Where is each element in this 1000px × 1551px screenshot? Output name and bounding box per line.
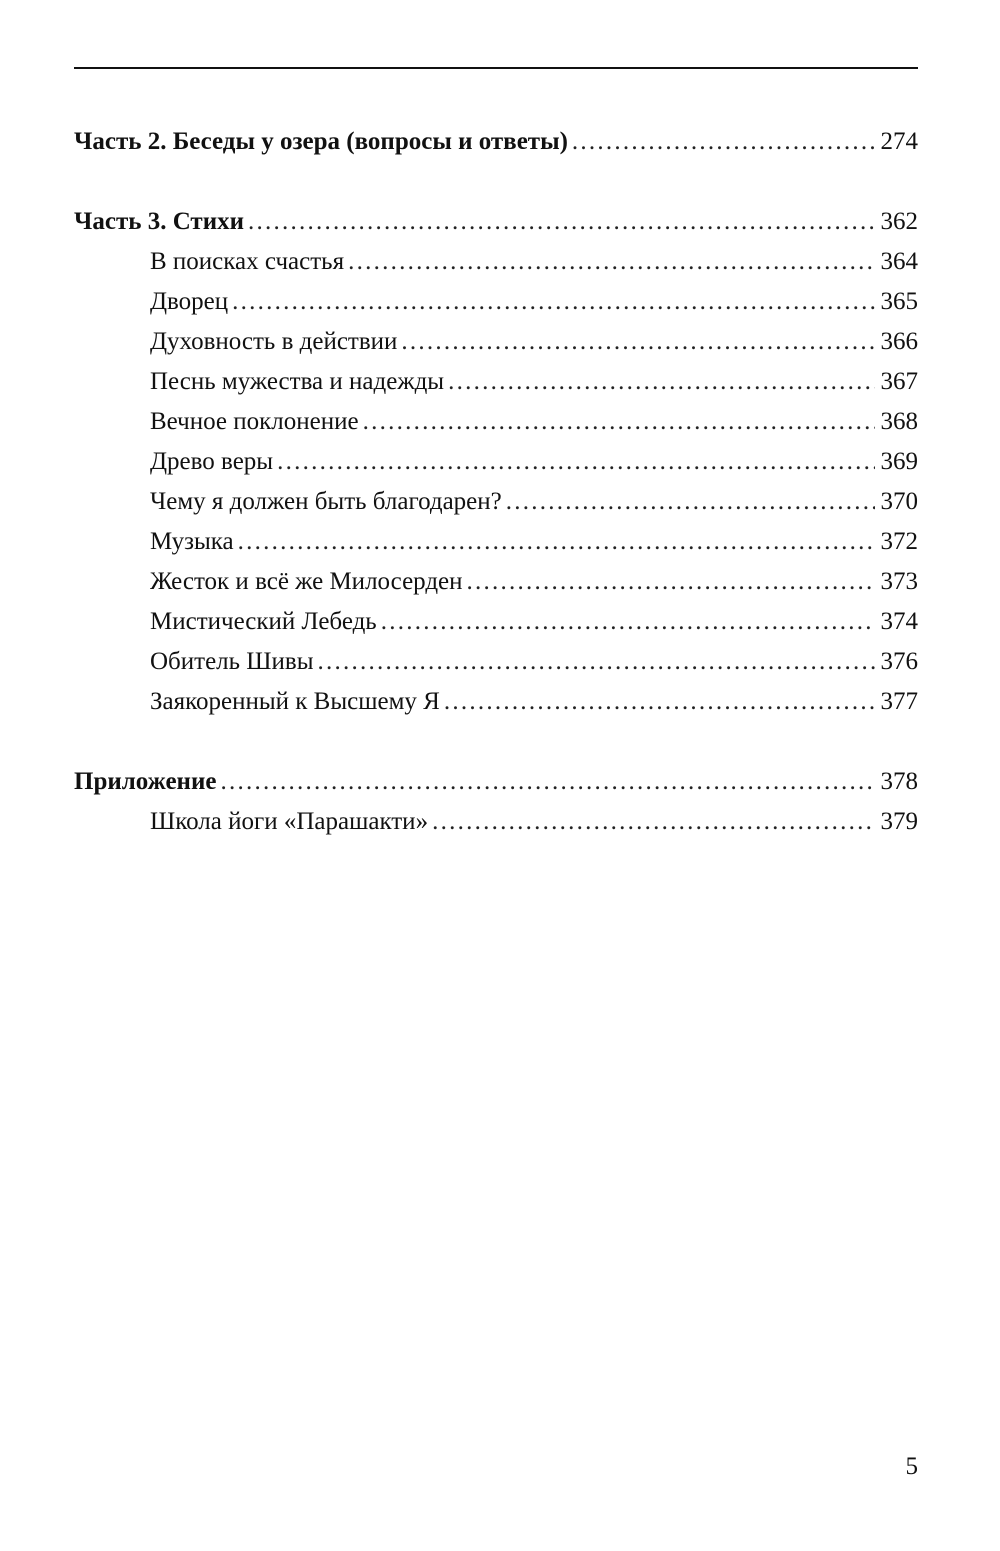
toc-entry-poem — [74, 562, 918, 602]
toc-entry-title: Вечное поклонение — [150, 408, 359, 435]
toc-entry-poem — [74, 402, 918, 442]
toc-entry-poem — [74, 482, 918, 522]
toc-leader-dots — [220, 762, 874, 802]
toc-leader-dots — [432, 802, 874, 842]
toc-entry-poem — [74, 682, 918, 722]
toc-leader-dots — [248, 202, 874, 242]
toc-leader-dots — [444, 682, 875, 722]
toc-entry-poem — [74, 602, 918, 642]
toc-entry-page: 370 — [880, 488, 918, 515]
toc-entry-page: 374 — [880, 608, 918, 635]
toc-entry-page: 365 — [880, 288, 918, 315]
toc-entry-page: 378 — [880, 768, 918, 795]
toc-leader-dots — [401, 322, 874, 362]
toc-entry-poem — [74, 282, 918, 322]
toc-leader-dots — [363, 402, 875, 442]
toc-entry-page: 366 — [880, 328, 918, 355]
toc-entry-page: 379 — [880, 808, 918, 835]
toc-entry-poem — [74, 522, 918, 562]
toc-entry-poem — [74, 362, 918, 402]
toc-entry-title: Часть 3. Стихи — [74, 208, 245, 235]
toc-entry-title: Заякоренный к Высшему Я — [150, 688, 440, 715]
toc-leader-dots — [238, 522, 875, 562]
toc-entry-title: Школа йоги «Парашакти» — [150, 808, 429, 835]
toc-entry-page: 364 — [880, 248, 918, 275]
toc-leader-dots — [506, 482, 875, 522]
toc-entry-title: Обитель Шивы — [150, 648, 314, 675]
toc-entry-page: 373 — [880, 568, 918, 595]
toc-entry-title: В поисках счастья — [150, 248, 345, 275]
toc-entry-appendix — [74, 762, 918, 802]
toc-entry-title: Дворец — [150, 288, 229, 315]
toc-entry-page: 372 — [880, 528, 918, 555]
toc-leader-dots — [448, 362, 874, 402]
toc-entry-title: Духовность в действии — [150, 328, 398, 355]
toc-entry-page: 377 — [880, 688, 918, 715]
toc-entry-title: Приложение — [74, 768, 217, 795]
toc-leader-dots — [572, 122, 875, 162]
toc-entry-part-2 — [74, 122, 918, 162]
toc-leader-dots — [467, 562, 875, 602]
toc-leader-dots — [232, 282, 874, 322]
top-rule — [74, 67, 918, 69]
toc-entry-title: Чему я должен быть благодарен? — [150, 488, 502, 515]
toc-entry-title: Музыка — [150, 528, 234, 555]
toc-leader-dots — [381, 602, 875, 642]
toc-entry-poem — [74, 322, 918, 362]
toc-leader-dots — [348, 242, 874, 282]
toc-entry-page: 369 — [880, 448, 918, 475]
table-of-contents — [74, 122, 918, 842]
toc-entry-page: 362 — [880, 208, 918, 235]
toc-leader-dots — [277, 442, 874, 482]
toc-entry-page: 376 — [880, 648, 918, 675]
toc-entry-title: Часть 2. Беседы у озера (вопросы и ответы) — [74, 128, 568, 155]
toc-entry-title: Жесток и всё же Милосерден — [150, 568, 463, 595]
toc-entry-title: Мистический Лебедь — [150, 608, 377, 635]
page-number: 5 — [905, 1453, 918, 1480]
toc-entry-page: 368 — [880, 408, 918, 435]
toc-leader-dots — [318, 642, 875, 682]
toc-entry-title: Древо веры — [150, 448, 274, 475]
toc-entry-page: 274 — [880, 128, 918, 155]
toc-entry-poem — [74, 642, 918, 682]
toc-entry-appendix-item — [74, 802, 918, 842]
toc-entry-title: Песнь мужества и надежды — [150, 368, 445, 395]
toc-entry-page: 367 — [880, 368, 918, 395]
toc-entry-poem — [74, 242, 918, 282]
toc-entry-poem — [74, 442, 918, 482]
toc-entry-part-3 — [74, 202, 918, 242]
